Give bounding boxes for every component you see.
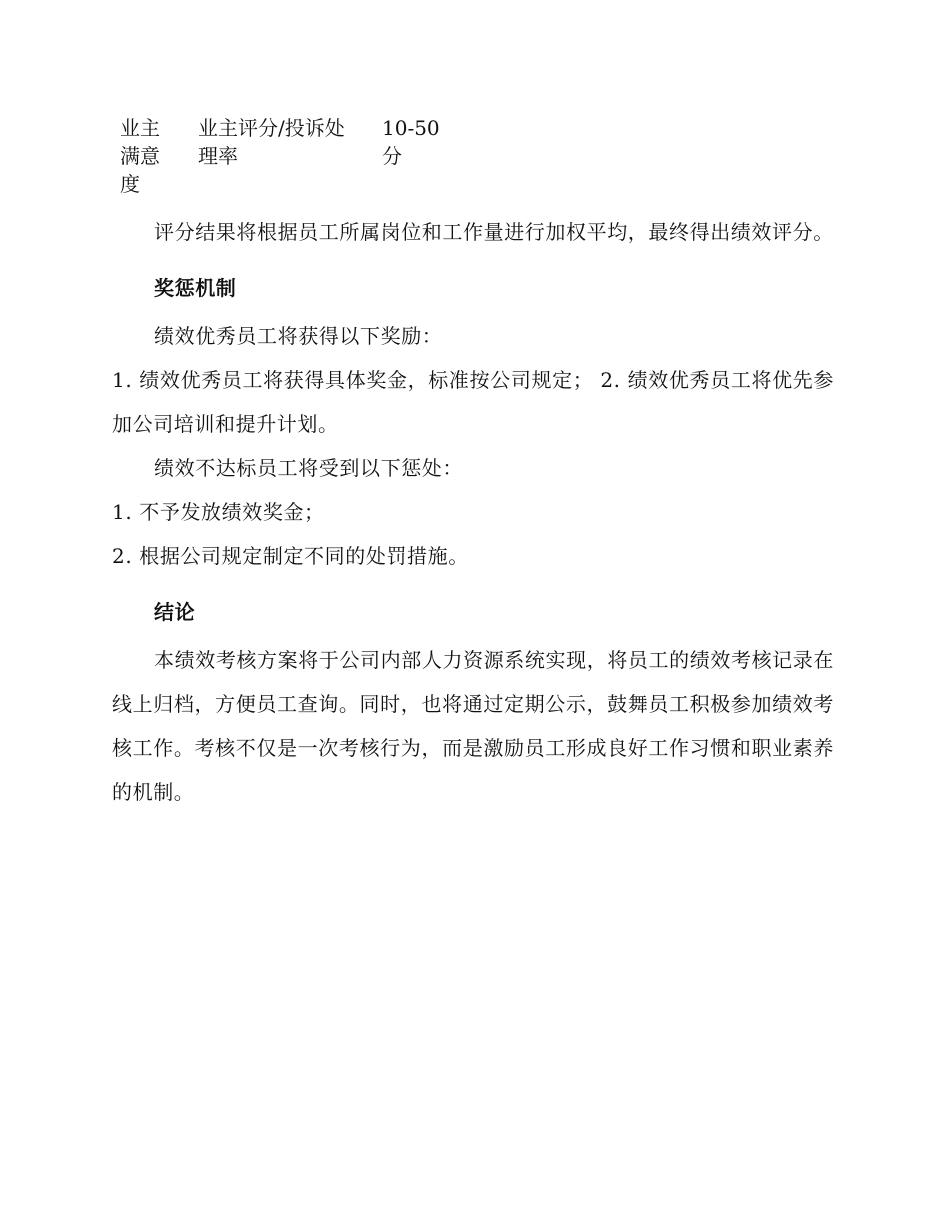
criteria-item-line: 度 [120,172,140,196]
criteria-score-line: 分 [382,144,402,168]
penalty-item: 2. 根据公司规定制定不同的处罚措施。 [112,544,469,568]
rewards-heading: 奖惩机制 [154,276,237,300]
criteria-item-line: 满意 [120,144,160,168]
criteria-score-cell [382,114,442,198]
criteria-item-line: 业主 [120,116,160,140]
reward-intro: 绩效优秀员工将获得以下奖励： [154,324,443,348]
reward-items: 1. 绩效优秀员工将获得具体奖金，标准按公司规定； 2. 绩效优秀员工将优先参加公司培训和提升计划。 [112,368,834,436]
criteria-table [120,114,442,198]
conclusion-heading: 结论 [154,600,196,624]
scoring-paragraph: 评分结果将根据员工所属岗位和工作量进行加权平均，最终得出绩效评分。 [154,220,834,244]
penalty-item: 1. 不予发放绩效奖金； [112,500,325,524]
table-row [120,114,442,198]
document-page [112,114,834,814]
criteria-score-line: 10-50 [382,116,440,140]
criteria-item-cell [120,114,178,198]
conclusion-paragraph: 本绩效考核方案将于公司内部人力资源系统实现，将员工的绩效考核记录在线上归档，方便员工查询。同时，也将通过定期公示，鼓舞员工积极参加绩效考核工作。考核不仅是一次考核行为，而是激励员工形成良好工作习惯和职业素养的机制。 [112,648,834,804]
criteria-measure-line: 业主评分/投诉处 [198,116,345,140]
penalty-intro: 绩效不达标员工将受到以下惩处： [154,456,463,480]
criteria-measure-cell [178,114,382,198]
criteria-measure-line: 理率 [198,144,238,168]
